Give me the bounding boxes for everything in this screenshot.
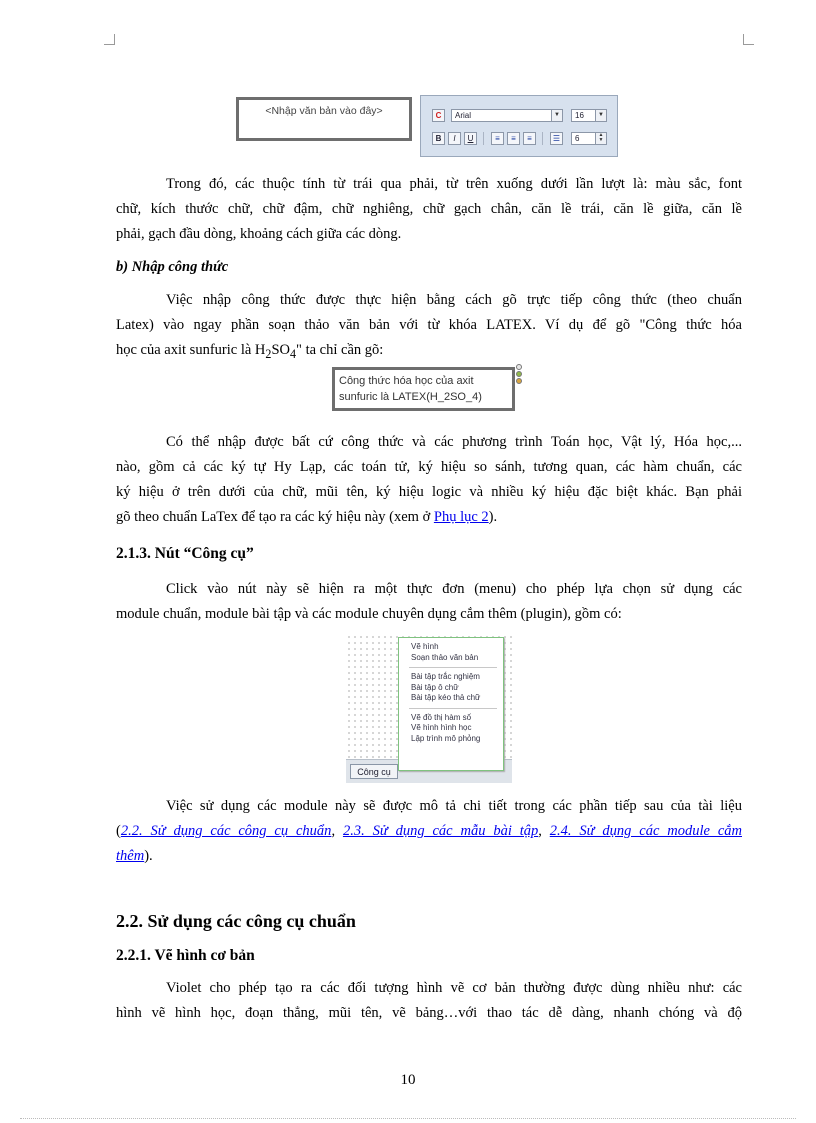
paragraph-attributes [116, 172, 742, 247]
page-bottom-border [20, 1118, 796, 1119]
text-fragment: , [331, 823, 343, 839]
paragraph-drawing [116, 976, 742, 1026]
menu-item-text-editor[interactable]: Soạn thảo văn bản [411, 652, 479, 662]
formula-input-box[interactable] [332, 367, 515, 411]
align-center-icon[interactable]: ≡ [507, 132, 520, 145]
menu-item-drag-drop[interactable]: Bài tập kéo thả chữ [411, 693, 481, 702]
text-fragment: , [538, 823, 550, 839]
font-color-button[interactable]: C [432, 109, 445, 122]
font-family-select[interactable] [451, 109, 563, 122]
close-handle-icon[interactable] [516, 364, 522, 370]
text-line: phải, gạch đầu dòng, khoảng cách giữa các dòng. [116, 226, 402, 242]
line-spacing-stepper[interactable] [571, 132, 607, 145]
page-number: 10 [400, 1072, 416, 1088]
align-left-icon[interactable]: ≡ [491, 132, 504, 145]
move-handle-icon[interactable] [516, 378, 522, 384]
menu-separator [409, 708, 497, 709]
menu-item-simulation[interactable]: Lập trình mô phỏng [411, 733, 481, 743]
menu-item-multiple-choice[interactable]: Bài tập trắc nghiệm [411, 672, 480, 681]
text-line: module chuẩn, module bài tập và các module chuyên dụng cắm thêm (plugin), gồm có: [116, 606, 622, 622]
text-line [116, 338, 742, 367]
text-line: hình vẽ hình học, đoạn thẳng, mũi tên, vẽ bảng…với thao tác dễ dàng, nhanh chóng và độ [116, 1005, 742, 1021]
text-fragment: ( [116, 823, 121, 839]
text-line: Việc nhập công thức được thực hiện bằng cách gõ trực tiếp công thức (theo chuẩn [166, 292, 742, 308]
section-heading-tools-button: 2.1.3. Nút “Công cụ” [116, 545, 254, 562]
formula-box-line: Công thức hóa học của axit [339, 375, 474, 387]
italic-button[interactable]: I [448, 132, 461, 145]
link-plugin-modules-cont[interactable]: thêm [116, 848, 145, 864]
text-line: chữ, kích thước chữ, chữ đậm, chữ nghiêng, chữ gạch chân, căn lề trái, căn lề giữa, căn lề [116, 201, 742, 217]
edit-handle-icon[interactable] [516, 371, 522, 377]
bold-button[interactable]: B [432, 132, 445, 145]
chevron-down-icon[interactable]: ▼ [551, 110, 562, 121]
text-fragment: học của axit sunfuric là H [116, 342, 266, 358]
text-line [116, 505, 742, 530]
paragraph-formula [116, 288, 742, 367]
text-line: Violet cho phép tạo ra các đối tượng hình vẽ cơ bản thường được dùng nhiều như: các [166, 980, 742, 996]
text-line: Latex) vào ngay phần soạn thảo văn bản với từ khóa LATEX. Ví dụ để gõ "Công thức hóa [116, 317, 742, 333]
paragraph-latex [116, 430, 742, 530]
line-spacing-value: 6 [575, 134, 580, 143]
tools-dropdown-menu [398, 637, 504, 771]
text-fragment: SO [271, 342, 290, 358]
underline-button[interactable]: U [464, 132, 477, 145]
appendix-2-link[interactable]: Phụ lục 2 [433, 509, 489, 525]
bullet-list-icon[interactable]: ☰ [550, 132, 563, 145]
text-input-placeholder-box[interactable] [236, 97, 412, 141]
text-line: Có thể nhập được bất cứ công thức và các phương trình Toán học, Vật lý, Hóa học,... [166, 434, 742, 450]
section-heading-formula: b) Nhập công thức [116, 259, 229, 275]
stepper-arrows-icon[interactable]: ▲ ▼ [595, 133, 606, 144]
subscript: 2 [265, 346, 272, 361]
text-format-toolbar [420, 95, 618, 157]
menu-item-geometry[interactable]: Vẽ hình hình học [411, 723, 472, 732]
input-placeholder-text: <Nhập văn bản vào đây> [265, 105, 383, 117]
link-standard-tools[interactable]: 2.2. Sử dụng các công cụ chuẩn [120, 823, 332, 839]
text-line: Trong đó, các thuộc tính từ trái qua phải, từ trên xuống dưới lần lượt là: màu sắc, font [166, 176, 742, 192]
text-line: Click vào nút này sẽ hiện ra một thực đơn (menu) cho phép lựa chọn sử dụng các [166, 581, 742, 597]
text-fragment: gõ theo chuẩn LaTex để tạo ra các ký hiệu này (xem ở [116, 509, 434, 525]
tools-menu-screenshot [346, 634, 512, 782]
section-heading-standard-tools: 2.2. Sử dụng các công cụ chuẩn [116, 911, 356, 931]
font-size-value: 16 [575, 111, 584, 120]
menu-item-draw[interactable]: Vẽ hình [411, 642, 439, 651]
menu-item-crossword[interactable]: Bài tập ô chữ [411, 682, 459, 692]
text-line: Việc sử dụng các module này sẽ được mô tả chi tiết trong các phần tiếp sau của tài liệu [166, 798, 742, 814]
link-plugin-modules[interactable]: 2.4. Sử dụng các module cắm [549, 823, 742, 839]
link-exercise-templates[interactable]: 2.3. Sử dụng các mẫu bài tập [342, 823, 539, 839]
toolbar-separator [483, 132, 484, 145]
text-line [116, 819, 742, 844]
crop-mark-top-right [743, 34, 754, 45]
toolbar-separator [542, 132, 543, 145]
tools-button[interactable]: Công cụ [350, 764, 398, 779]
text-line [116, 844, 742, 869]
paragraph-tools-menu [116, 577, 742, 627]
text-line: ký hiệu ở trên dưới của chữ, mũi tên, ký hiệu logic và nhiều ký hiệu đặc biệt khác. Bạn phải [116, 484, 742, 500]
text-fragment: ). [144, 848, 153, 864]
align-right-icon[interactable]: ≡ [523, 132, 536, 145]
formula-box-handles [516, 364, 524, 385]
chevron-down-icon[interactable]: ▼ [595, 110, 606, 121]
formula-box-line: sunfuric là LATEX(H_2SO_4) [339, 391, 482, 403]
text-fragment: ). [488, 509, 498, 525]
font-size-select[interactable] [571, 109, 607, 122]
text-fragment: " ta chỉ cần gõ: [296, 342, 384, 358]
menu-separator [409, 667, 497, 668]
crop-mark-top-left [104, 34, 115, 45]
text-line: nào, gồm cả các ký tự Hy Lạp, các toán tử, ký hiệu so sánh, tương quan, các hàm chuẩn, các [116, 459, 742, 475]
paragraph-modules-reference [116, 794, 742, 869]
font-family-value: Arial [455, 111, 472, 120]
menu-item-function-graph[interactable]: Vẽ đồ thị hàm số [411, 712, 472, 722]
subscript: 4 [289, 346, 297, 361]
section-heading-basic-drawing: 2.2.1. Vẽ hình cơ bản [116, 947, 255, 964]
